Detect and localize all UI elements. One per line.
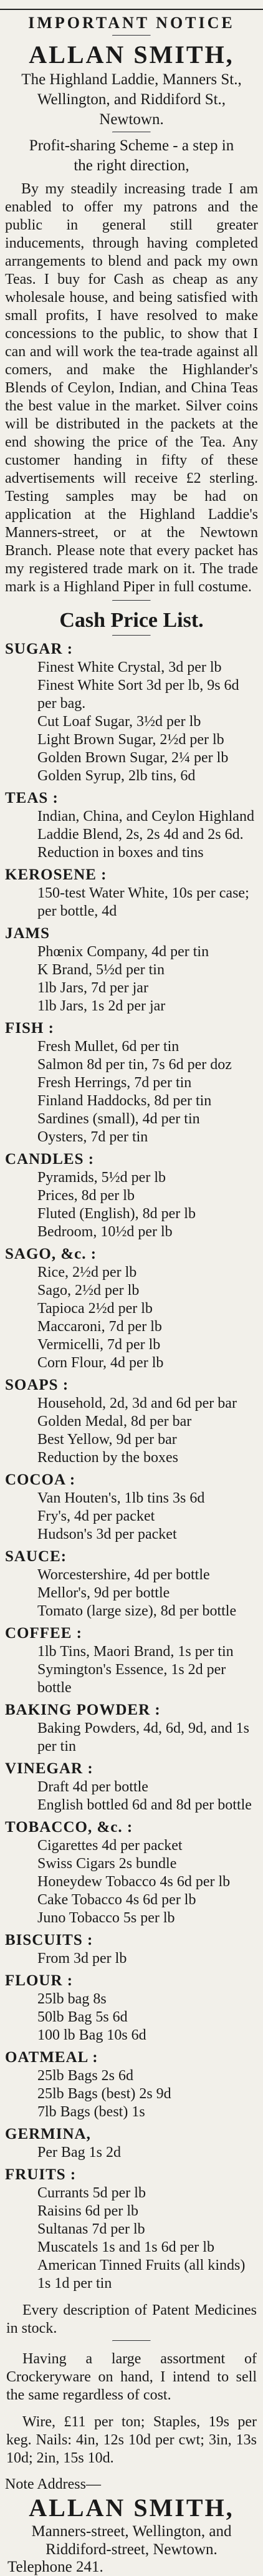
price-category: GERMINA,: [5, 2126, 91, 2143]
price-list: [0, 640, 263, 2293]
price-item: Muscatels 1s and 1s 6d per lb: [37, 2239, 214, 2255]
price-item: Fry's, 4d per packet: [37, 1508, 155, 1524]
price-item: Light Brown Sugar, 2½d per lb: [37, 732, 224, 748]
signature-address-2: Riddiford-street, Newtown.: [45, 2541, 218, 2558]
patent-medicines-note: Every description of Patent Medicines in stock.: [6, 2302, 257, 2336]
price-item: 150-test Water White, 10s per case; per bottle, 4d: [37, 885, 249, 919]
price-item: Prices, 8d per lb: [37, 1188, 135, 1204]
price-item: Golden Syrup, 2lb tins, 6d: [37, 768, 196, 784]
price-item: Pyramids, 5½d per lb: [37, 1169, 166, 1186]
notice-body: By my steadily increasing trade I am enabled to offer my patrons and the public in general still greater inducements, through having completed arrangements to blend and pack my own Teas. I buy for Cash as cheap as any wholesale house, and being satisfied with small profits, I have resolved to make concessions to the public, to show that I can and will work the tea-trade against all comers, and make the Highlander's Blends of Ceylon, Indian, and China Teas the best value in the market. Silver coins will be distributed in the packets at the end showing the price of the Tea. Any customer handing in fifty of these advertisements will receive £2 sterling. Testing samples may be had on application at the Highland Laddie's Manners-street, or at the Newtown Branch. Please note that every packet has my registered trade mark on it. The trade mark is a Highland Piper in full costume.: [5, 181, 258, 595]
price-item: Cake Tobacco 4s 6d per lb: [37, 1892, 196, 1908]
price-item: Household, 2d, 3d and 6d per bar: [37, 1395, 237, 1411]
price-item: Fresh Mullet, 6d per tin: [37, 1039, 179, 1055]
price-item: Juno Tobacco 5s per lb: [37, 1910, 175, 1926]
list-title-divider: [112, 635, 151, 636]
price-item: 1lb Tins, Maori Brand, 1s per tin: [37, 1644, 234, 1660]
price-item: Sardines (small), 4d per tin: [37, 1111, 200, 1127]
price-category: TEAS :: [5, 790, 59, 806]
price-item: Honeydew Tobacco 4s 6d per lb: [37, 1874, 231, 1890]
footer-divider-1: [112, 2340, 151, 2341]
price-item: Tapioca 2½d per lb: [37, 1300, 153, 1317]
price-item: Finest White Sort 3d per lb, 9s 6d per bag.: [37, 677, 239, 712]
headline-b: the right direction,: [74, 157, 189, 174]
price-item: Golden Brown Sugar, 2¼ per lb: [37, 750, 229, 766]
price-category: SAGO, &c. :: [5, 1246, 97, 1262]
price-item: Bedroom, 10½d per lb: [37, 1224, 173, 1240]
shop-name: ALLAN SMITH,: [29, 41, 234, 69]
price-category: OATMEAL :: [5, 2049, 98, 2066]
price-category: SAUCE:: [5, 1548, 67, 1565]
price-item: Golden Medal, 8d per bar: [37, 1413, 192, 1430]
price-item: Vermicelli, 7d per lb: [37, 1337, 161, 1353]
price-item: English bottled 6d and 8d per bottle: [37, 1797, 252, 1813]
price-category: COCOA :: [5, 1471, 76, 1488]
price-category: SOAPS :: [5, 1377, 69, 1393]
price-item: Rice, 2½d per lb: [37, 1264, 137, 1281]
headline-a: Profit-sharing Scheme - a step in: [29, 137, 234, 154]
price-list-title: Cash Price List.: [59, 609, 204, 632]
price-item: 1lb Jars, 7d per jar: [37, 980, 148, 996]
price-category: SUGAR :: [5, 641, 74, 657]
price-item: Indian, China, and Ceylon Highland Laddie Blend, 2s, 2s 4d and 2s 6d. Reduction in boxes and tins: [37, 808, 254, 861]
price-item: Corn Flour, 4d per lb: [37, 1355, 164, 1371]
title-divider: [112, 35, 151, 36]
price-category: KEROSENE :: [5, 866, 107, 883]
price-item: K Brand, 5½d per tin: [37, 962, 165, 978]
price-item: Cigarettes 4d per packet: [37, 1838, 183, 1854]
address-line-2: Wellington, and Riddiford St.,: [37, 91, 226, 108]
price-item: Raisins 6d per lb: [37, 2203, 138, 2219]
price-item: 50lb Bag 5s 6d: [37, 2009, 128, 2025]
price-item: From 3d per lb: [37, 1950, 127, 1967]
top-rule: [0, 9, 263, 10]
list-divider: [112, 600, 151, 601]
price-item: Oysters, 7d per tin: [37, 1129, 148, 1145]
price-category: VINEGAR :: [5, 1760, 93, 1777]
price-item: Mellor's, 9d per bottle: [37, 1585, 170, 1601]
price-item: Fresh Herrings, 7d per tin: [37, 1075, 192, 1091]
address-divider: [112, 132, 151, 133]
price-item: Reduction by the boxes: [37, 1450, 178, 1466]
wire-prices: Wire, £11 per ton; Staples, 19s per keg. Nails: 4in, 12s 10d per cwt; 3in, 13s 10d; 2in, 15s 10d.: [6, 2414, 257, 2466]
price-item: 7lb Bags (best) 1s: [37, 2104, 145, 2120]
price-item: Finland Haddocks, 8d per tin: [37, 1093, 212, 1109]
crockery-note: Having a large assortment of Crockeryware on hand, I intend to sell the same regardless of cost.: [6, 2351, 257, 2403]
price-item: Cut Loaf Sugar, 3½d per lb: [37, 714, 201, 730]
price-item: 25lb Bags 2s 6d: [37, 2068, 134, 2084]
price-item: Tomato (large size), 8d per bottle: [37, 1603, 237, 1619]
price-category: TOBACCO, &c. :: [5, 1819, 133, 1836]
signature-name: ALLAN SMITH,: [29, 2494, 234, 2522]
price-category: COFFEE :: [5, 1625, 82, 1642]
address-line-3: Newtown.: [99, 111, 164, 128]
price-category: CANDLES :: [5, 1151, 95, 1168]
price-item: Swiss Cigars 2s bundle: [37, 1856, 177, 1872]
price-item: Fluted (English), 8d per lb: [37, 1206, 196, 1222]
price-item: Sultanas 7d per lb: [37, 2221, 145, 2237]
price-category: JAMS: [5, 925, 50, 942]
price-item: Baking Powders, 4d, 6d, 9d, and 1s per tin: [37, 1720, 249, 1755]
price-item: Maccaroni, 7d per lb: [37, 1319, 162, 1335]
address-line-1: The Highland Laddie, Manners St.,: [21, 71, 242, 88]
price-item: Finest White Crystal, 3d per lb: [37, 659, 222, 675]
price-category: FRUITS :: [5, 2166, 77, 2183]
telephone: Telephone 241.: [7, 2559, 103, 2575]
price-category: BISCUITS :: [5, 1932, 93, 1949]
price-category: FLOUR :: [5, 1972, 74, 1989]
notice-title: IMPORTANT NOTICE: [28, 14, 235, 32]
price-item: 25lb bag 8s: [37, 1991, 107, 2007]
price-item: Draft 4d per bottle: [37, 1779, 148, 1795]
price-item: Symington's Essence, 1s 2d per bottle: [37, 1662, 226, 1696]
signature-address-1: Manners-street, Wellington, and: [31, 2523, 232, 2540]
price-item: 25lb Bags (best) 2s 9d: [37, 2086, 171, 2102]
price-item: Hudson's 3d per packet: [37, 1526, 177, 1542]
note-address-label: Note Address—: [5, 2476, 101, 2492]
price-item: Best Yellow, 9d per bar: [37, 1431, 177, 1448]
price-item: 1lb Jars, 1s 2d per jar: [37, 998, 166, 1014]
price-item: Worcestershire, 4d per bottle: [37, 1567, 210, 1583]
price-item: 100 lb Bag 10s 6d: [37, 2027, 146, 2043]
price-item: Currants 5d per lb: [37, 2185, 146, 2201]
price-item: Van Houten's, 1lb tins 3s 6d: [37, 1490, 205, 1506]
price-item: American Tinned Fruits (all kinds) 1s 1d per tin: [37, 2257, 246, 2292]
price-category: FISH :: [5, 1020, 54, 1037]
price-item: Per Bag 1s 2d: [37, 2144, 121, 2161]
price-item: Sago, 2½d per lb: [37, 1282, 140, 1299]
price-category: BAKING POWDER :: [5, 1702, 161, 1718]
price-item: Phœnix Company, 4d per tin: [37, 944, 209, 960]
price-item: Salmon 8d per tin, 7s 6d per doz: [37, 1057, 232, 1073]
